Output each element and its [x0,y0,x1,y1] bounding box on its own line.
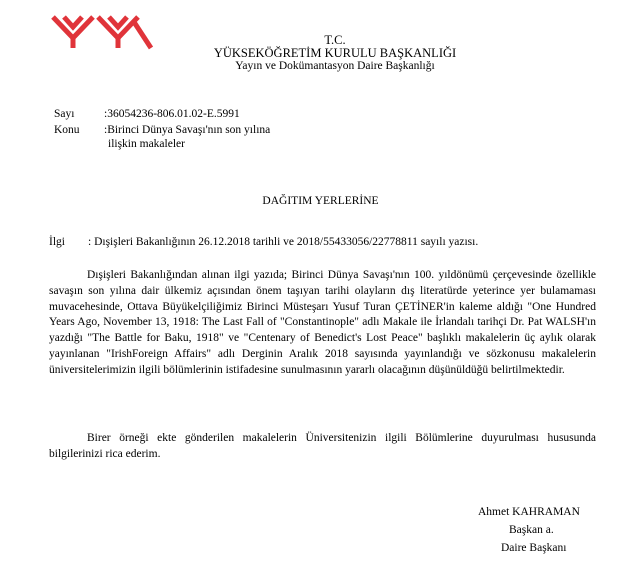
sayi-label: Sayı [54,108,75,120]
signatory-title-2: Daire Başkanı [501,542,567,554]
header-department: Yayın ve Dokümantasyon Daire Başkanlığı [235,60,435,72]
konu-value-line2: ilişkin makaleler [108,138,185,150]
header-institution: YÜKSEKÖĞRETİM KURULU BAŞKANLIĞI [213,46,457,60]
ilgi-value: : Dışişleri Bakanlığının 26.12.2018 tarihli ve 2018/55433056/22778811 sayılı yazısı. [88,236,479,248]
signatory-title-1: Başkan a. [509,524,554,536]
body-paragraph-2: Birer örneği ekte gönderilen makalelerin Üniversitenizin ilgili Bölümlerine duyurulması hususunda bilgilerinizi rica ederim. [49,432,596,460]
ilgi-label: İlgi [49,236,65,248]
yok-logo-icon [50,14,154,50]
body-paragraph-1: Dışişleri Bakanlığından alınan ilgi yazıda; Birinci Dünya Savaşı'nın 100. yıldönümü çerçevesinde özellikle savaşın son yılına dair ülkemiz açısından önem taşıyan tarihi olayların dış literatürde yeterince yer bulamaması muvacehesinde, Ottava Büyükelçiliğimiz Birinci Müsteşarı Yusuf Turan ÇETİNER'in kaleme aldığı "One Hundred Years Ago, November 13, 1918: The Last Fall of "Constantinople" adlı Makale ile İrlandalı tarihçi Dr. Pat WALSH'ın yazdığı "The Battle for Baku, 1918" ve "Centenary of Benedict's Lost Peace" başlıklı makalelerin üç aylık olarak yayınlanan "IrishForeign Affairs" adlı Derginin Aralık 2018 sayısında yayınlandığı ve sözkonusu makalelerin üniversitelerimizin ilgili bölümlerinin istifadesine sunulmasının yararlı olacağının düşünüldüğü belirtilmektedir. [49,269,596,376]
konu-label: Konu [54,124,80,136]
konu-value-line1: :Birinci Dünya Savaşı'nın son yılına [104,124,271,136]
sayi-value: :36054236-806.01.02-E.5991 [104,108,240,120]
distribution-heading: DAĞITIM YERLERİNE [262,195,379,207]
header-tc: T.C. [324,33,346,47]
signatory-name: Ahmet KAHRAMAN [478,506,580,518]
